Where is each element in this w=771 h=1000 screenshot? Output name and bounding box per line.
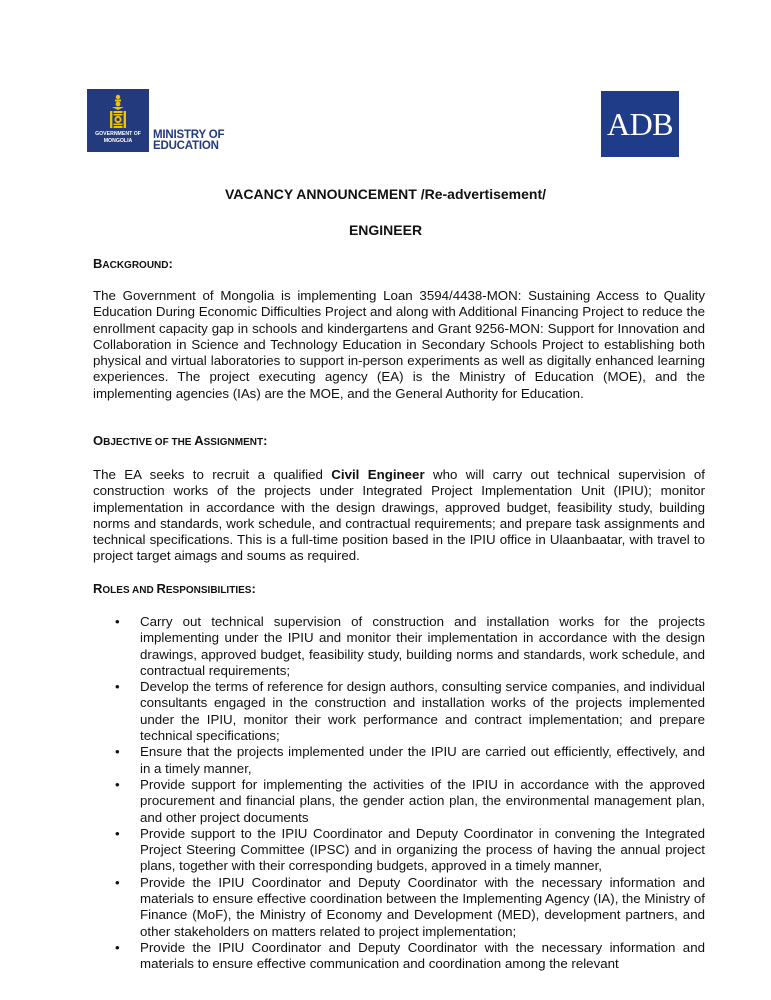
roles-heading bbox=[93, 581, 256, 596]
list-item bbox=[93, 744, 705, 777]
list-item bbox=[93, 875, 705, 940]
ministry-line-1: MINISTRY OF bbox=[153, 129, 225, 141]
background-paragraph: The Government of Mongolia is implementing Loan 3594/4438-MON: Sustaining Access to Quality Education During Economic Difficulties Project and along with Additional Financing Project to reduce the enrollment capacity gap in schools and kindergartens and Grant 9256-MON: Support for Innovation and Collaboration in Science and Technology Education in Secondary Schools Project to establishing both physical and virtual laboratories to support in-person experiments as well as digitally enhanced learning experiences. The project executing agency (EA) is the Ministry of Education (MOE), and the implementing agencies (IAs) are the MOE, and the General Authority for Education. bbox=[93, 288, 705, 401]
document-title: VACANCY ANNOUNCEMENT /Re-advertisement/ bbox=[224, 186, 546, 202]
list-item-text: Carry out technical supervision of construction and installation works for the projects implementing under the IPIU and monitor their implementation in accordance with the design drawings, approved budget, feasibility study, building norms and standards, work schedule, and contractual requirements; bbox=[140, 614, 705, 678]
heading-rest: ESPONSIBILITIES bbox=[165, 585, 252, 596]
list-item bbox=[93, 777, 705, 826]
heading-cap: O bbox=[93, 433, 104, 448]
heading-cap: R bbox=[156, 581, 166, 596]
adb-logo bbox=[601, 91, 679, 157]
ministry-of-education-text bbox=[153, 130, 224, 152]
objective-heading bbox=[93, 433, 267, 448]
adb-logo-text: ADB bbox=[606, 105, 674, 142]
objective-text-start: The EA seeks to recruit a qualified bbox=[93, 467, 332, 482]
org-line-1: GOVERNMENT OF bbox=[95, 131, 141, 137]
list-item-text: Provide support to the IPIU Coordinator and Deputy Coordinator in convening the Integrated Project Steering Committee (IPSC) and in organizing the process of having the annual project plans, together with their corresponding budgets, approved in a timely manner, bbox=[140, 825, 705, 874]
government-of-mongolia-text bbox=[87, 131, 149, 144]
heading-suffix: : bbox=[168, 256, 173, 271]
bullet-icon: • bbox=[115, 776, 120, 792]
list-item bbox=[93, 679, 705, 744]
ministry-line-2: EDUCATION bbox=[153, 140, 219, 152]
heading-rest: BJECTIVE OF THE bbox=[103, 437, 195, 448]
responsibilities-list bbox=[93, 614, 705, 973]
heading-rest: SSIGNMENT bbox=[203, 437, 264, 448]
heading-rest: OLES AND bbox=[102, 585, 157, 596]
list-item bbox=[93, 614, 705, 679]
heading-rest: ACKGROUND bbox=[102, 260, 169, 271]
list-item-text: Provide the IPIU Coordinator and Deputy Coordinator with the necessary information and materials to ensure effective coordination between the Implementing Agency (IA), the Ministry of Finance (MoF), the Ministry of Economy and Development (MED), development partners, and other stakeholders on matters related to project implementation; bbox=[140, 874, 705, 939]
list-item bbox=[93, 940, 705, 973]
background-heading bbox=[93, 256, 173, 271]
heading-cap: B bbox=[93, 256, 103, 271]
objective-text-end: who will carry out technical supervision of construction works of the projects under Integrated Project Implementation Unit (IPIU); monitor implementation in accordance with the design drawings, approved budget, feasibility study, building norms and standards, work schedule, and contractual requirements; and prepare task assignments and technical specifications. This is a full-time position based in the IPIU office in Ulaanbaatar, with travel to project target aimags and soums as required. bbox=[93, 467, 705, 564]
objective-paragraph bbox=[93, 467, 705, 565]
bullet-icon: • bbox=[115, 614, 120, 629]
heading-suffix: : bbox=[251, 581, 256, 596]
position-title: ENGINEER bbox=[348, 222, 423, 238]
list-item-text: Ensure that the projects implemented under the IPIU are carried out efficiently, effectively, and in a timely manner, bbox=[140, 744, 705, 776]
heading-suffix: : bbox=[263, 433, 268, 448]
bullet-icon: • bbox=[115, 744, 120, 760]
org-line-2: MONGOLIA bbox=[103, 137, 133, 144]
heading-cap: A bbox=[194, 433, 204, 448]
heading-cap: R bbox=[93, 581, 103, 596]
bullet-icon: • bbox=[115, 825, 120, 841]
soyombo-emblem-icon bbox=[109, 94, 127, 130]
bullet-icon: • bbox=[115, 679, 120, 695]
list-item bbox=[93, 826, 705, 875]
position-emphasis: Civil Engineer bbox=[331, 467, 425, 482]
government-of-mongolia-logo bbox=[87, 89, 149, 152]
list-item-text: Provide the IPIU Coordinator and Deputy Coordinator with the necessary information and materials to ensure effective communication and coordination among the relevant bbox=[140, 939, 705, 972]
list-item-text: Provide support for implementing the activities of the IPIU in accordance with the approved procurement and financial plans, the gender action plan, the environmental management plan, and other project documents bbox=[140, 776, 705, 825]
list-item-text: Develop the terms of reference for design authors, consulting service companies, and individual consultants engaged in the construction and installation works of the projects implemented under the IPIU, monitor their work performance and contract implementation; and prepare technical specifications; bbox=[140, 679, 705, 744]
bullet-icon: • bbox=[115, 939, 120, 955]
bullet-icon: • bbox=[115, 874, 120, 890]
